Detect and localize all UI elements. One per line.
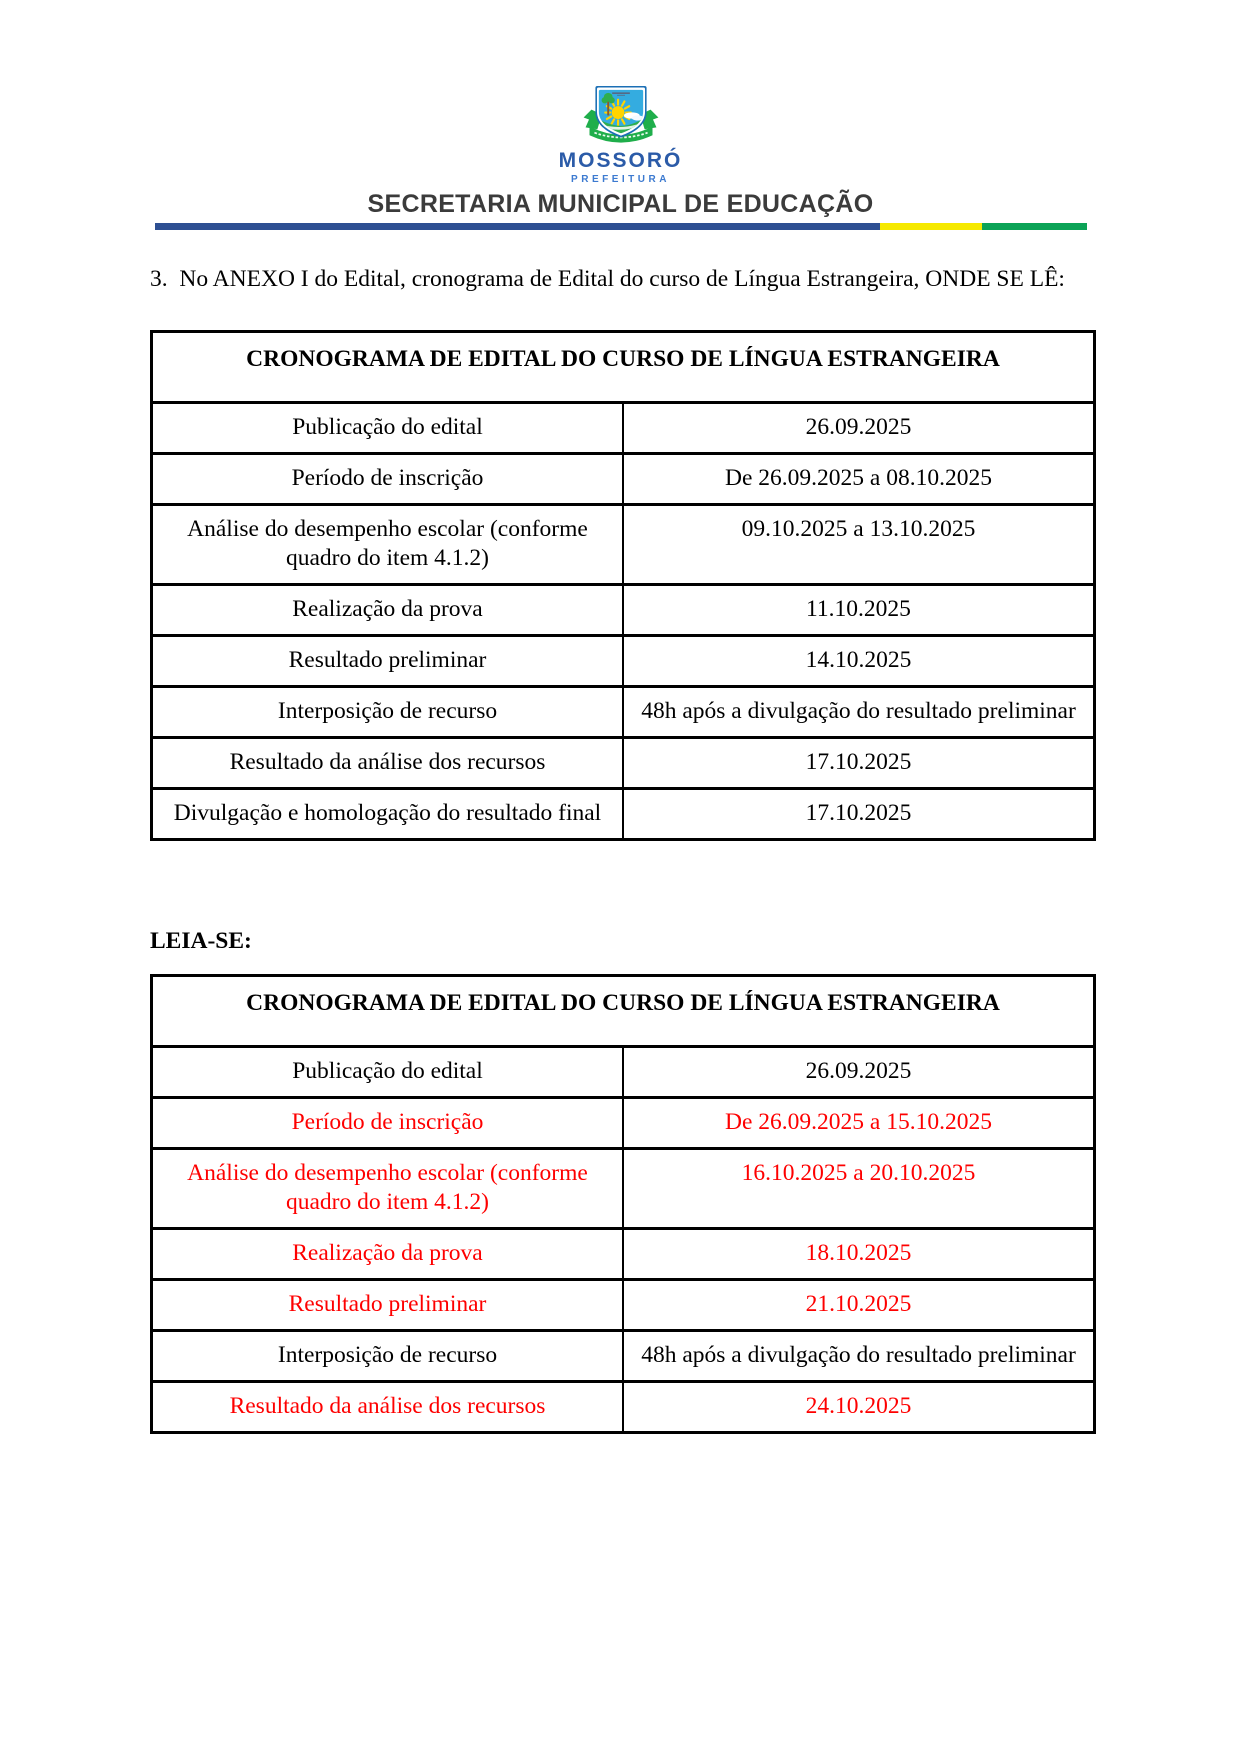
event-date: 18.10.2025 bbox=[623, 1229, 1095, 1280]
event-date: 26.09.2025 bbox=[623, 1047, 1095, 1098]
onde-se-le-table bbox=[150, 330, 1096, 841]
event-label: Análise do desempenho escolar (conforme quadro do item 4.1.2) bbox=[152, 1149, 624, 1229]
table-row bbox=[152, 1098, 1095, 1149]
table-title-row bbox=[152, 976, 1095, 1047]
table-title: CRONOGRAMA DE EDITAL DO CURSO DE LÍNGUA ESTRANGEIRA bbox=[152, 332, 1095, 403]
event-label: Realização da prova bbox=[152, 1229, 624, 1280]
letterhead bbox=[0, 0, 1241, 230]
event-label: Resultado preliminar bbox=[152, 1280, 624, 1331]
table-row bbox=[152, 687, 1095, 738]
event-label: Interposição de recurso bbox=[152, 687, 624, 738]
event-label: Realização da prova bbox=[152, 585, 624, 636]
brand-divider-bar bbox=[155, 223, 1087, 230]
event-label: Resultado preliminar bbox=[152, 636, 624, 687]
event-label: Resultado da análise dos recursos bbox=[152, 1382, 624, 1433]
table-row bbox=[152, 1331, 1095, 1382]
event-date: 17.10.2025 bbox=[623, 738, 1095, 789]
table-row bbox=[152, 738, 1095, 789]
table-row bbox=[152, 636, 1095, 687]
event-date: 48h após a divulgação do resultado preliminar bbox=[623, 1331, 1095, 1382]
table-row bbox=[152, 454, 1095, 505]
brand-name: MOSSORÓ bbox=[558, 149, 683, 172]
table-row bbox=[152, 1149, 1095, 1229]
table-row bbox=[152, 1047, 1095, 1098]
event-date: 21.10.2025 bbox=[623, 1280, 1095, 1331]
table-row bbox=[152, 1280, 1095, 1331]
event-date: 11.10.2025 bbox=[623, 585, 1095, 636]
table-row bbox=[152, 585, 1095, 636]
table-title-row bbox=[152, 332, 1095, 403]
table-row bbox=[152, 1382, 1095, 1433]
event-date: 16.10.2025 a 20.10.2025 bbox=[623, 1149, 1095, 1229]
leia-se-table bbox=[150, 974, 1096, 1434]
event-date: 26.09.2025 bbox=[623, 403, 1095, 454]
event-label: Resultado da análise dos recursos bbox=[152, 738, 624, 789]
table-title: CRONOGRAMA DE EDITAL DO CURSO DE LÍNGUA ESTRANGEIRA bbox=[152, 976, 1095, 1047]
department-title: SECRETARIA MUNICIPAL DE EDUCAÇÃO bbox=[367, 190, 874, 218]
event-label: Divulgação e homologação do resultado final bbox=[152, 789, 624, 840]
event-label: Período de inscrição bbox=[152, 454, 624, 505]
event-date: 24.10.2025 bbox=[623, 1382, 1095, 1433]
table-row bbox=[152, 505, 1095, 585]
event-label: Período de inscrição bbox=[152, 1098, 624, 1149]
table-row bbox=[152, 403, 1095, 454]
event-label: Publicação do edital bbox=[152, 403, 624, 454]
mossoro-crest-icon bbox=[582, 84, 660, 147]
table-row bbox=[152, 789, 1095, 840]
event-date: De 26.09.2025 a 08.10.2025 bbox=[623, 454, 1095, 505]
intro-paragraph: 3. No ANEXO I do Edital, cronograma de Edital do curso de Língua Estrangeira, ONDE SE LÊ: bbox=[150, 266, 1065, 292]
event-date: 17.10.2025 bbox=[623, 789, 1095, 840]
event-label: Interposição de recurso bbox=[152, 1331, 624, 1382]
table-row bbox=[152, 1229, 1095, 1280]
leia-se-heading: LEIA-SE: bbox=[150, 928, 252, 954]
event-date: 09.10.2025 a 13.10.2025 bbox=[623, 505, 1095, 585]
event-label: Análise do desempenho escolar (conforme quadro do item 4.1.2) bbox=[152, 505, 624, 585]
brand-bar-segment bbox=[880, 223, 982, 230]
event-date: 48h após a divulgação do resultado preliminar bbox=[623, 687, 1095, 738]
brand-bar-segment bbox=[155, 223, 880, 230]
event-date: 14.10.2025 bbox=[623, 636, 1095, 687]
event-label: Publicação do edital bbox=[152, 1047, 624, 1098]
brand-bar-segment bbox=[982, 223, 1087, 230]
brand-subtitle: PREFEITURA bbox=[571, 174, 670, 185]
event-date: De 26.09.2025 a 15.10.2025 bbox=[623, 1098, 1095, 1149]
